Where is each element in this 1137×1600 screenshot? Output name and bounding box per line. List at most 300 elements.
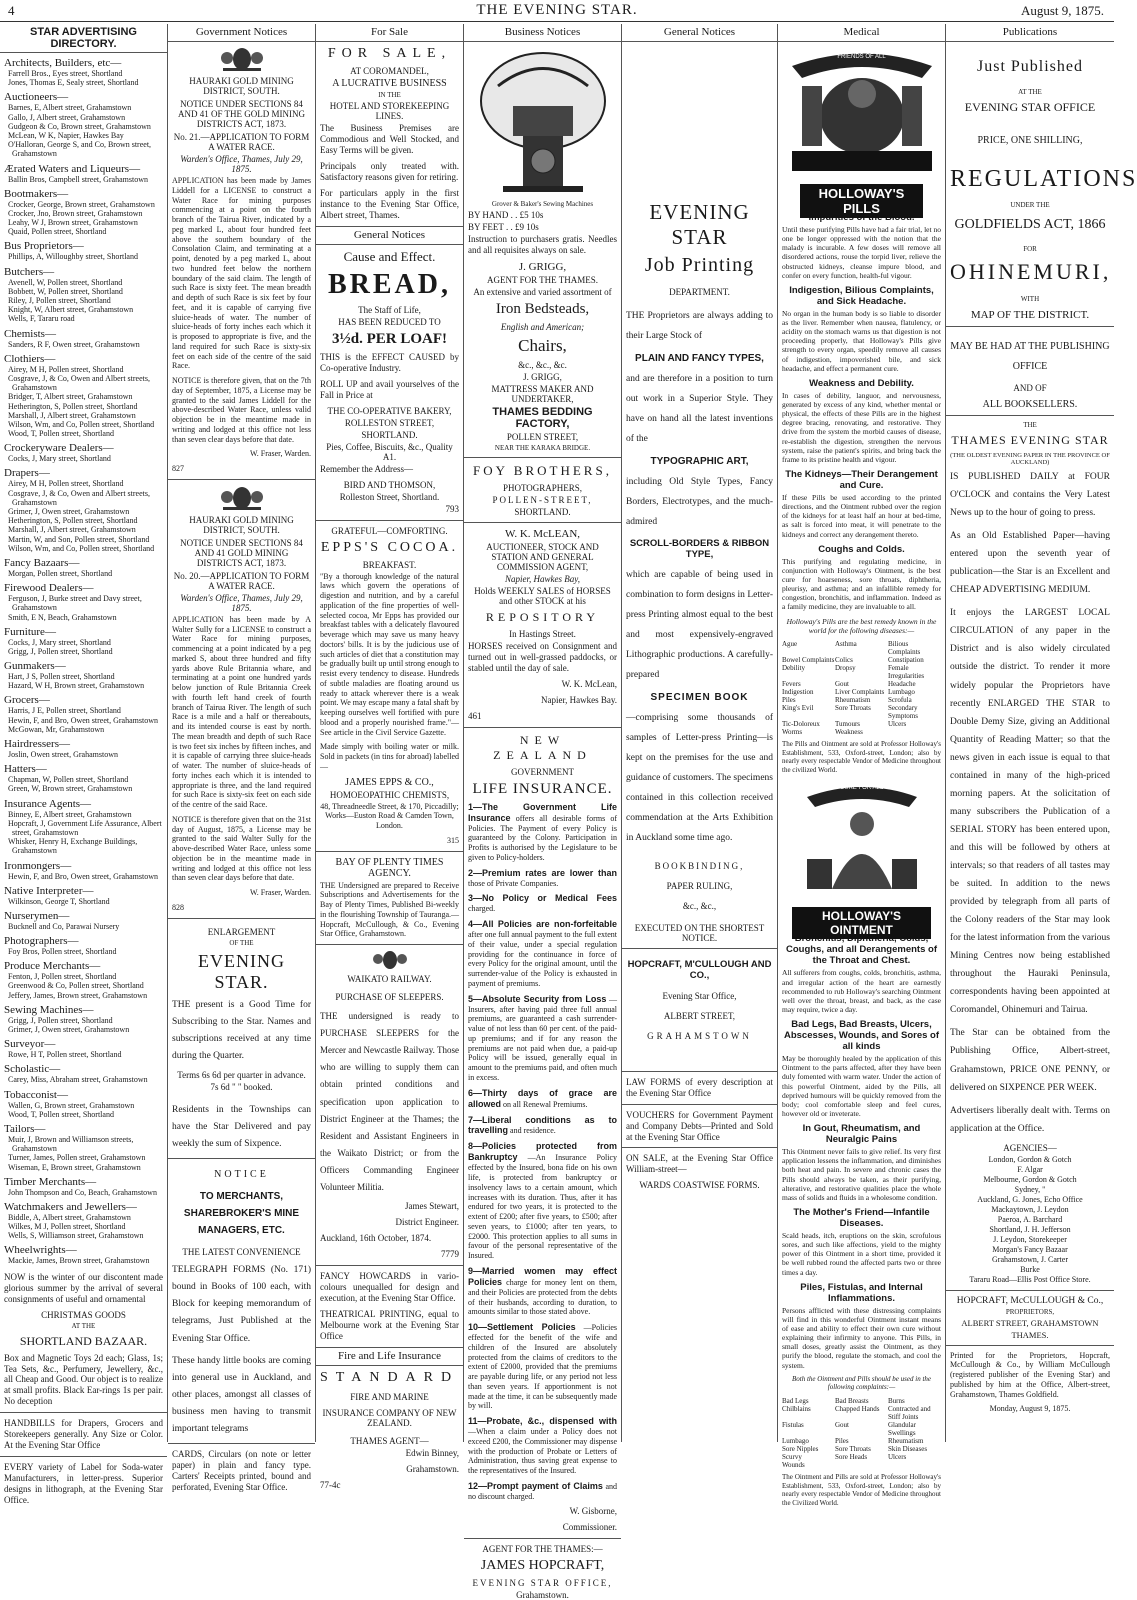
oldest-paper: (THE OLDEST EVENING PAPER IN THE PROVINCE OF AUCKLAND) bbox=[950, 452, 1110, 466]
breakfast: BREAKFAST. bbox=[362, 559, 417, 570]
notice1-ref: 827 bbox=[172, 464, 184, 473]
disease-item: Ulcers bbox=[888, 720, 907, 729]
directory-entry: Morgan, Pollen street, Shortland bbox=[8, 568, 113, 578]
notice1-title: HAURAKI GOLD MINING DISTRICT, SOUTH. bbox=[189, 76, 294, 96]
directory-category: Sewing Machines— bbox=[4, 1003, 94, 1016]
bad-legs-body: May be thoroughly healed by the application of this Ointment to the parts affected, after they have been duly fomented with warm water. Under the action of this powerful Ointment, aided by the Pills, all deprived humours will be quickly removed from the body; cool comfortable sleep and feel cures, however old or inveterate. bbox=[782, 1054, 941, 1119]
directory-category: Gunmakers— bbox=[4, 660, 66, 673]
disease-item: Gout bbox=[835, 680, 849, 689]
government-notices-column bbox=[168, 24, 316, 1492]
job-body3: including Old Style Types, Fancy Borders, Electrotypes, and the much-admired bbox=[626, 476, 773, 527]
insurance-point bbox=[468, 1266, 617, 1317]
pollen-street: POLLEN STREET, bbox=[506, 431, 579, 442]
new-zealand: NEW ZEALAND bbox=[493, 732, 592, 762]
newspaper-title: THE EVENING STAR. bbox=[476, 2, 638, 18]
directory-entry: Martin, W, and Son, Pollen street, Shortland bbox=[8, 534, 150, 544]
lucrative-business: A LUCRATIVE BUSINESS bbox=[332, 78, 447, 89]
divider bbox=[464, 1538, 621, 1539]
directory-entry: O'Halloran, George S, and Co, Brown street, Grahamstown bbox=[8, 140, 152, 159]
agency-item: Burke bbox=[1020, 1264, 1040, 1274]
rolleston-street: ROLLESTON STREET, bbox=[344, 417, 435, 428]
column-heading: Publications bbox=[946, 24, 1114, 42]
directory-entry: Bobbett, W, Pollen street, Shortland bbox=[8, 286, 123, 296]
hotel-lines: HOTEL AND STOREKEEPING LINES. bbox=[329, 101, 450, 121]
complaint-item: Ulcers bbox=[888, 1453, 907, 1462]
standard: STANDARD bbox=[320, 1369, 460, 1385]
foy-street: POLLEN-STREET, bbox=[492, 494, 593, 505]
directory-entry: Barnes, E, Albert street, Grahamstown bbox=[8, 103, 132, 113]
at-the: AT THE bbox=[1018, 88, 1042, 96]
directory-entry: Smith, E N, Beach, Grahamstown bbox=[8, 612, 117, 622]
thames-agent: THAMES AGENT— bbox=[350, 1435, 429, 1446]
es-office: EVENING STAR OFFICE bbox=[964, 100, 1096, 114]
terms-line2: 7s 6d " " booked. bbox=[210, 1081, 273, 1092]
directory-category: Photographers— bbox=[4, 935, 79, 948]
bookbinding: BOOKBINDING, bbox=[654, 860, 745, 871]
star-body1: IS PUBLISHED DAILY at FOUR O'CLOCK and contains the Very Latest News up to the hour of going to press. bbox=[950, 472, 1110, 519]
complaint-item: Contracted and Stiff Joints bbox=[888, 1404, 931, 1421]
divider bbox=[316, 520, 463, 521]
binney-town: Grahamstown. bbox=[406, 1463, 459, 1474]
complaint-item: Glandular Swellings bbox=[888, 1420, 916, 1437]
column-heading: General Notices bbox=[622, 24, 777, 42]
epps-body: "By a thorough knowledge of the natural laws which govern the operations of digestion and nutrition, and by a careful application of the fine properties of well-selected cocoa, Mr Epps has provided our breakfast tables with a delicately flavoured beverage which may save us many heavy doctors' bills. It is by the judicious use of such articles of diet that a constitution may be gradually built up until strong enough to resist every tendency to disease. Hundreds of subtle maladies are floating around us ready to attack wherever there is a weak point. We may escape many a fatal shaft by keeping ourselves well fortified with pure blood and a properly nourished frame."—See article in the Civil Service Gazette. bbox=[320, 571, 459, 737]
notice2-sign: W. Fraser, Warden. bbox=[249, 888, 311, 897]
for: FOR bbox=[1023, 245, 1037, 253]
star-body2: As an Old Established Paper—having entered upon the seventh year of publication—the Star is an Excellent and CHEAP ADVERTISING MEDIUM. bbox=[950, 531, 1110, 596]
binney: Edwin Binney, bbox=[405, 1447, 459, 1458]
notice1-body: APPLICATION has been made by James Liddell for a LICENSE to construct a Water Race for mining purposes commencing at a point on the fourth branch of the Tairua River, indicated by a peg marked L, about four hundred feet above the southern boundary of the Consolation Claim, and terminating at a point, denoted by a peg marked L, about two hundred feet below the northern boundary of the said claim. The length of such Race is sixty feet. The mean breadth and depth of such Race is six feet by four feet, and it is capable of carrying five sluice-heads of water. The number of sluice-heads of forty inches each which it is proposed to appropriate is five, and the land required for such Race is sixty-six feet on each side of the centre of the said Race. bbox=[172, 176, 311, 371]
bread: BREAD, bbox=[327, 268, 451, 300]
insurance-point-head: 3—No Policy or Medical Fees bbox=[468, 893, 617, 904]
for-sale-body3: For particulars apply in the first instance to the Evening Star Office, Albert street, Thames. bbox=[320, 187, 459, 220]
notice1-sub: NOTICE UNDER SECTIONS 84 AND 41 OF THE GOLD MINING DISTRICTS ACT, 1873. bbox=[177, 99, 306, 129]
directory-entry: Jones, Thomas E, Sealy street, Shortland bbox=[8, 78, 139, 88]
job-body1: THE Proprietors are always adding to their Large Stock of bbox=[626, 311, 773, 341]
dateline: Monday, August 9, 1875. bbox=[989, 1404, 1071, 1414]
agency-item: Melbourne, Gordon & Gotch bbox=[983, 1174, 1077, 1184]
directory-category: Grocers— bbox=[4, 694, 50, 707]
directory-category: Architects, Builders, etc— bbox=[4, 57, 122, 69]
directory-entry: Wood, T, Pollen street, Shortland bbox=[8, 429, 114, 439]
for-sale-body2: Principals only treated with. Satisfactory reasons given for retiring. bbox=[320, 160, 459, 182]
bird-address: Rolleston Street, Shortland. bbox=[339, 491, 440, 502]
bay-of-plenty: BAY OF PLENTY TIMES AGENCY. bbox=[335, 856, 444, 879]
by-hand: BY HAND . . £5 10s bbox=[468, 210, 544, 220]
divider bbox=[168, 479, 315, 480]
gisborne: W. Gisborne, bbox=[569, 1506, 617, 1517]
for-sale-title: FOR SALE, bbox=[327, 46, 452, 61]
directory-entry: Wood, T, Pollen street, Shortland bbox=[8, 1109, 114, 1119]
insurance-point-body: —Policies effected for the benefit of the wife and children of the Insured are absolutely protected from the claims of creditors to the extent of £2000, provided that the premiums are payable during life, or any period not less than seven years. If apportionment is not made at the time, it can be subsequently made by will. bbox=[468, 1323, 618, 1411]
repository: REPOSITORY bbox=[485, 609, 600, 624]
sewing-machine-illustration bbox=[468, 46, 617, 196]
roll-up: ROLL UP and avail yourselves of the Fall in Price at bbox=[320, 378, 459, 400]
notice2-body2: NOTICE is therefore given that on the 31st day of August, 1875, a License may be granted to the said Walter Sully for the above-described Water Race, unless some objection be in the meantime made in writing and lodged at this office not less than seven clear days before that date. bbox=[172, 814, 311, 883]
goldfields-act: GOLDFIELDS ACT, 1866 bbox=[954, 217, 1106, 232]
complaint-item: Scurvy bbox=[782, 1453, 802, 1462]
directory-entry: Wilkinson, George T, Shortland bbox=[8, 896, 110, 906]
directory-entry: Sanders, R F, Owen street, Grahamstown bbox=[8, 339, 140, 349]
executed: EXECUTED ON THE SHORTEST NOTICE. bbox=[634, 922, 765, 943]
agency-item: Mackaytown, J. Leydon bbox=[991, 1204, 1069, 1214]
fire-life-heading: Fire and Life Insurance bbox=[316, 1347, 463, 1366]
directory-entry: Greenwood & Co, Pollen street, Shortland bbox=[8, 981, 144, 991]
job-body2: and are therefore in a position to turn out work in a Superior Style. They have on hand all the latest inventions of the bbox=[626, 373, 773, 444]
insurance-point-head: 6—Thirty days of grace are allowed bbox=[468, 1087, 617, 1109]
directory-entry: McLean, W K, Napier, Hawkes Bay bbox=[8, 130, 124, 140]
department: DEPARTMENT. bbox=[669, 287, 730, 297]
insurance-point bbox=[468, 1088, 617, 1110]
notice2-title: HAURAKI GOLD MINING DISTRICT, SOUTH. bbox=[189, 514, 294, 535]
notice1-no: No. 21.—APPLICATION TO FORM A WATER RACE. bbox=[173, 132, 310, 152]
directory-category: Produce Merchants— bbox=[4, 960, 101, 973]
english-american: English and American; bbox=[500, 321, 585, 332]
directory-entry: Wilson, Wm, and Co, Pollen street, Shortland bbox=[8, 419, 155, 429]
insurance-point bbox=[468, 1481, 617, 1502]
insurance-point bbox=[468, 1115, 617, 1137]
directory-entry: Wells, S, Williamson street, Grahamstown bbox=[8, 1231, 144, 1241]
bazaar-body: Box and Magnetic Toys 2d each; Glass, 1s; Tea Sets, &c., Perfumery, Jewellery, &c., all Cheap and Good. Our object is to realize at small profits. Black Ear-rings 1s per pair. No deception bbox=[4, 1352, 163, 1407]
holloways-ointment-illustration bbox=[782, 779, 941, 938]
column-heading: Government Notices bbox=[168, 24, 315, 42]
es-job-title: EVENING STAR bbox=[649, 200, 750, 249]
agencies: AGENCIES— bbox=[1003, 1142, 1057, 1153]
agency-list bbox=[950, 1155, 1110, 1285]
divider bbox=[316, 1265, 463, 1266]
under-the: UNDER THE bbox=[1010, 201, 1050, 209]
insurance-point-head: 8—Policies protected from Bankruptcy bbox=[468, 1141, 617, 1163]
directory-heading: STAR ADVERTISING DIRECTORY. bbox=[0, 24, 167, 53]
specimen-book: SPECIMEN BOOK bbox=[650, 692, 749, 704]
just-published: Just Published bbox=[976, 58, 1083, 75]
insurance-point-body: after one full annual payment to the full extent of their value, under a special regulation providing for the continuance in force of every Policy for the original amount, until the surrender-value of the Policy is exhausted in payment of premiums. bbox=[468, 930, 617, 988]
best-remedy: Holloway's Pills are the best remedy known in the world for the following diseases:— bbox=[786, 616, 937, 635]
directory-entry: Grimer, J, Owen street, Grahamstown bbox=[8, 1025, 130, 1034]
directory-category: Tailors— bbox=[4, 1122, 46, 1135]
waikato-railway: WAIKATO RAILWAY. bbox=[347, 974, 432, 985]
disease-item: Fevers bbox=[782, 680, 801, 689]
gout-body: This Ointment never fails to give relief. Its very first application lessens the inflammation, and diminishes both heat and pain. In severe and chronic cases the Pills should always be taken, as their purifying, alterative, and restorative qualities place the whole mass of solids and fluids in a wholesome condition. bbox=[782, 1147, 941, 1202]
thames: THAMES. bbox=[1011, 1329, 1049, 1340]
complaint-item: Rheumatism bbox=[888, 1436, 924, 1445]
directory-entry: Wilson, Wm, and Co, Pollen street, Shortland bbox=[8, 543, 155, 553]
notice2-no: No. 20.—APPLICATION TO FORM A WATER RACE. bbox=[173, 570, 310, 591]
directory-category: Butchers— bbox=[4, 265, 55, 278]
for-sale-column bbox=[316, 24, 464, 1490]
disease-item: Secondary Symptoms bbox=[888, 704, 918, 721]
insurance-point-body: —Insurers, after having paid three full annual premiums, are guaranteed a cash surrender-value of not less than 60 per cent. of the paid-up premiums; and if for any reason the premiums are not paid when due, a paid-up Policy will be issued, generally equal in amount to the premiums paid, and often much in excess. bbox=[468, 994, 618, 1082]
directory-category: Ærated Waters and Liqueurs— bbox=[4, 162, 141, 175]
directory-entry: Chapman, W, Pollen street, Shortland bbox=[8, 775, 129, 785]
subscribe-body: THE present is a Good Time for Subscribing to the Star. Names and subscriptions received at any time during the Quarter. bbox=[172, 999, 311, 1061]
epps-address: 48, Threadneedle Street, & 170, Piccadilly; Works—Euston Road & Camden Town, London. bbox=[320, 801, 459, 831]
bazaar-notice: NOW is the winter of our discontent made glorious summer by the arrival of several consignments of useful and ornamental bbox=[4, 1271, 163, 1304]
complaint-item: Burns bbox=[888, 1396, 905, 1405]
bronchitis: Coughs, and all Derangements of the Throat and Chest. bbox=[786, 944, 937, 967]
mclean: W. K. McLEAN, bbox=[504, 527, 581, 540]
insurance-point-body: offers all desirable forms of Policies. The Payment of every Policy is guaranteed by the Colony. Participation in Profits is authorised by the Legislature to be given to Policy-holders. bbox=[468, 813, 617, 862]
gout: In Gout, Rheumatism, and Neuralgic Pains bbox=[802, 1123, 921, 1146]
directory-category: Crockeryware Dealers— bbox=[4, 442, 114, 455]
remember: Remember the Address— bbox=[320, 463, 413, 474]
directory-list bbox=[4, 57, 163, 1266]
disease-item: Constipation bbox=[888, 655, 924, 664]
directory-entry: Quaid, Pollen street, Shortland bbox=[8, 227, 107, 237]
insurance-point-head: 11—Probate, &c., dispensed with bbox=[468, 1416, 617, 1427]
ointment-banner: HOLLOWAY'S OINTMENT bbox=[792, 907, 931, 939]
disease-item: Rheumatism bbox=[835, 696, 871, 705]
directory-entry: Hazard, W H, Brown street, Grahamstown bbox=[8, 681, 145, 691]
directory-entry: McGowan, Mr, Grahamstown bbox=[8, 724, 105, 734]
james-hopcraft: JAMES HOPCRAFT, bbox=[480, 1558, 605, 1574]
grahamstown: Grahamstown. bbox=[516, 1590, 569, 1600]
divider bbox=[946, 415, 1114, 416]
directory-entry: Marshall, J, Albert street, Grahamstown bbox=[8, 410, 136, 420]
auctioneer: AUCTIONEER, STOCK AND STATION AND GENERAL COMMISSION AGENT, bbox=[486, 541, 599, 572]
insurance-point-body: —An Insurance Policy effected by the Insured, bona fide on his own life, is protected from bankruptcy or insolvency laws to a certain amount, which increases with its duration. Thus, after it has endured for two years, it is protected to the extent of £200; after five years, to £500; after seven years, to £1000; after ten years, to £2000. This protection applies to all sums in favour of the personal representative of the Insured. bbox=[468, 1153, 617, 1261]
disease-item: King's Evil bbox=[782, 704, 814, 713]
hopcraft-mccullough: HOPCRAFT, M'CULLOUGH AND CO., bbox=[627, 958, 772, 981]
government: GOVERNMENT bbox=[511, 766, 574, 777]
directory-entry: Cocks, J, Mary street, Shortland bbox=[8, 637, 111, 647]
directory-entry: Leahy, W J, Brown street, Grahamstown bbox=[8, 218, 138, 228]
complaint-list bbox=[782, 1397, 941, 1469]
directory-entry: Binney, E, Albert street, Grahamstown bbox=[8, 809, 132, 819]
directory-entry: Wallen, G, Brown street, Grahamstown bbox=[8, 1100, 135, 1110]
vouchers: VOUCHERS for Government Payment and Company Debts—Printed and Sold at the Evening Star Office bbox=[626, 1109, 773, 1142]
directory-entry: Avenell, W, Pollen street, Shortland bbox=[8, 277, 123, 287]
divider bbox=[622, 1071, 777, 1072]
staff-of-life: The Staff of Life, bbox=[358, 304, 421, 315]
directory-category: Hairdressers— bbox=[4, 738, 70, 750]
directory-entry: Hewin, F, and Bro, Owen street, Grahamstown bbox=[8, 871, 158, 881]
directory-category: Auctioneers— bbox=[4, 91, 69, 104]
directory-entry: Green, W, Brown street, Grahamstown bbox=[8, 784, 133, 794]
agency-item: Shortland, J. H. Jefferson bbox=[989, 1224, 1071, 1234]
medical-column bbox=[778, 24, 946, 1507]
plain-fancy-types: PLAIN AND FANCY TYPES, bbox=[635, 352, 764, 364]
publications-column bbox=[946, 24, 1137, 1442]
directory-entry: Ballin Bros, Campbell street, Grahamstown bbox=[8, 174, 148, 184]
foy-brothers: FOY BROTHERS, bbox=[473, 462, 612, 478]
disease-item: Tic-Doloreux bbox=[782, 720, 820, 729]
directory-category: Ironmongers— bbox=[4, 859, 72, 872]
foy-town: SHORTLAND. bbox=[514, 506, 571, 517]
with: WITH bbox=[1020, 295, 1040, 303]
general-notices-column bbox=[622, 24, 778, 1442]
bird-thomson: BIRD AND THOMSON, bbox=[343, 479, 436, 490]
divider bbox=[622, 1104, 777, 1105]
disease-item: Colics bbox=[835, 655, 853, 664]
bad-legs: Bad Legs, Bad Breasts, Ulcers, Abscesses, Wounds, and Sores of all kinds bbox=[783, 1019, 940, 1053]
directory-entry: Crocker, George, Brown street, Grahamstown bbox=[8, 199, 155, 209]
handbills-ad: HANDBILLS for Drapers, Grocers and Storekeepers generally. Any Size or Color. At the Evening Star Office bbox=[4, 1418, 163, 1451]
divider bbox=[464, 727, 621, 728]
instruction: Instruction to purchasers gratis. Needles and all requisites always on sale. bbox=[468, 234, 617, 255]
the: THE bbox=[1023, 421, 1037, 429]
complaint-item: Chapped Hands bbox=[835, 1404, 880, 1413]
disease-item: Asthma bbox=[835, 639, 857, 648]
insurance-company: INSURANCE COMPANY OF NEW ZEALAND. bbox=[322, 1407, 457, 1428]
directory-category: Scholastic— bbox=[4, 1063, 61, 1076]
residents-body: Residents in the Townships can have the Star Delivered and pay weekly the sum of Sixpence. bbox=[172, 1104, 311, 1150]
masthead bbox=[0, 0, 1114, 22]
auckland-date: Auckland, 16th October, 1874. bbox=[320, 1233, 432, 1244]
directory-category: Nurserymen— bbox=[4, 909, 70, 922]
weakness: Weakness and Debility. bbox=[809, 377, 914, 389]
directory-entry: Biddle, A, Albert street, Grahamstown bbox=[8, 1212, 131, 1222]
directory-category: Timber Merchants— bbox=[4, 1175, 97, 1188]
directory-entry: Wells, F, Tararu road bbox=[8, 314, 75, 324]
district-engineer: District Engineer. bbox=[395, 1217, 459, 1228]
spacer bbox=[626, 46, 773, 196]
directory-entry: Joslin, Owen street, Grahamstown bbox=[8, 750, 118, 759]
binney-ref: 77-4c bbox=[320, 1479, 341, 1490]
mothers-body: Scald heads, itch, eruptions on the skin, scrofulous sores, and such like affections, yield to the mighty power of this Ointment in a short time, provided it be well rubbed round the affected parts two or three times a day. bbox=[782, 1231, 941, 1277]
disease-item: Bowel Complaints bbox=[782, 655, 835, 664]
fancy-showcards: FANCY HOWCARDS in vario-colours unequalled for design and execution, at the Evening Star Office. bbox=[320, 1270, 459, 1303]
divider bbox=[946, 326, 1114, 327]
extensive: An extensive and varied assortment of bbox=[473, 286, 612, 297]
agency-item: Auckland, G. Jones, Echo Office bbox=[977, 1194, 1083, 1204]
on-sale: ON SALE, at the Evening Star Office William-street— bbox=[626, 1153, 773, 1175]
star-body5: Advertisers liberally dealt with. Terms on application at the Office. bbox=[950, 1105, 1110, 1134]
divider bbox=[946, 1290, 1114, 1291]
piles: Piles, Fistulas, and Internal Inflammations. bbox=[800, 1281, 923, 1304]
labels-ad: EVERY variety of Label for Soda-water Manufacturers, in letter-press. Superior designs in lithograph, at the Evening Star Office. bbox=[4, 1462, 163, 1506]
page-number: 4 bbox=[8, 3, 15, 18]
weekly-sales: Holds WEEKLY SALES of HORSES and other STOCK at his bbox=[474, 585, 611, 606]
disease-item: Weakness bbox=[835, 728, 863, 737]
in-the: IN THE bbox=[378, 91, 401, 99]
directory-entry: Wiseman, E, Brown street, Grahamstown bbox=[8, 1162, 141, 1172]
proprietors: PROPRIETORS, bbox=[1005, 1307, 1055, 1316]
insurance-point bbox=[468, 1416, 617, 1476]
directory-entry: John Thompson and Co, Beach, Grahamstown bbox=[8, 1187, 157, 1197]
ointment-ribbon: CURE FOR ALL bbox=[839, 785, 884, 792]
directory-entry: Whisker, Henry H, Exchange Buildings, Grahamstown bbox=[8, 837, 138, 856]
coat-of-arms-icon bbox=[320, 950, 459, 970]
insurance-point bbox=[468, 868, 617, 889]
handy-books: These handy little books are coming into general use in Auckland, and other places, amongst all classes of business men having to transmit important telegrams bbox=[172, 1355, 311, 1434]
sleepers: PURCHASE OF SLEEPERS. bbox=[335, 992, 444, 1003]
directory-entry: Riley, J, Pollen street, Shortland bbox=[8, 296, 111, 305]
pills-ribbon: FRIENDS OF ALL bbox=[837, 54, 886, 60]
star-body3: It enjoys the LARGEST LOCAL CIRCULATION of any paper in the District and is also widely circulated outside the district. To render it more widely popular the Proprietors have recently ENLARGED THE STAR to Double Demy Size, giving an Additional Quantity of Reading Matter; so that the news given in each issue is equal to that contained in many of the high-priced morning papers. At the solicitation of many subscribers the Publication of a SERIAL STORY has been entered upon, and this will be followed by others at intervals; so that readers of all tastes may be suited. In addition to the news provided by telegraph from all parts of the Colony readers of the Star may look for the latest information from the various Mining Centres now being established throughout the Hauraki Peninsula, correspondents having been appointed at Coromandel, Ohinemuri and Tairua. bbox=[950, 608, 1110, 1016]
insurance-point bbox=[468, 919, 617, 988]
hastings: In Hastings Street. bbox=[509, 628, 576, 639]
insurance-point bbox=[468, 802, 617, 863]
general-notices-heading: General Notices bbox=[316, 226, 463, 245]
evening-star-title: EVENING STAR. bbox=[198, 950, 285, 992]
disease-item: Headache bbox=[888, 680, 916, 689]
directory-entry: Hetherington, S, Pollen street, Shortland bbox=[8, 516, 138, 526]
law-forms: LAW FORMS of every description at the Evening Star Office bbox=[626, 1076, 773, 1098]
directory-entry: Mackie, James, Brown street, Grahamstown bbox=[8, 1256, 150, 1266]
directory-entry: Airey, M H, Pollen street, Shortland bbox=[8, 479, 124, 489]
piles-body: Persons afflicted with these distressing complaints will find in this wonderful Ointment instant means of ease and ability to effect their own cure without explaining their infirmity to anyone. This Pills, in small doses, greatly assist the Ointment, as they purify the blood, regulate the stomach, and cool the system. bbox=[782, 1305, 941, 1370]
homoeopathic: HOMOEOPATHIC CHEMISTS, bbox=[329, 789, 450, 800]
disease-item: Piles bbox=[782, 696, 796, 705]
directory-entry: Farrell Bros., Eyes street, Shortland bbox=[8, 69, 123, 78]
directory-entry: Gudgeon & Co, Brown street, Grahamstown bbox=[8, 121, 151, 131]
insurance-point-head: 1—The Government Life Insurance bbox=[468, 801, 617, 823]
job-printing: Job Printing bbox=[644, 254, 755, 276]
hopcraft: HOPCRAFT, McCULLOUGH & Co., bbox=[956, 1295, 1104, 1306]
reduced: HAS BEEN REDUCED TO bbox=[338, 316, 441, 327]
agent-for-thames: AGENT FOR THE THAMES:— bbox=[482, 1544, 603, 1555]
divider bbox=[168, 1158, 315, 1159]
ointment-sold: The Ointment and Pills are sold at Professor Holloway's Establishment, 533, Oxford-street, London; also by nearly every respectable Vendor of Medicine throughout the Civilized World. bbox=[782, 1473, 941, 1507]
insurance-point-body: those of Private Companies. bbox=[468, 878, 559, 888]
disease-item: Debility bbox=[782, 663, 805, 672]
directory-entry: Hart, J S, Pollen street, Shortland bbox=[8, 672, 115, 682]
directory-category: Chemists— bbox=[4, 327, 56, 340]
disease-item: Dropsy bbox=[835, 663, 856, 672]
divider bbox=[316, 944, 463, 945]
directory-category: Hatters— bbox=[4, 763, 47, 776]
agency-item: Grahamstown, J. Carter bbox=[992, 1254, 1068, 1264]
enlargement: ENLARGEMENT bbox=[207, 926, 276, 937]
epps-made: Made simply with boiling water or milk. Sold in packets (in tins for abroad) labelled— bbox=[320, 742, 459, 771]
cause-effect: Cause and Effect. bbox=[343, 248, 436, 264]
disease-item: Sore Throats bbox=[835, 704, 871, 713]
directory-category: Insurance Agents— bbox=[4, 797, 92, 810]
page-columns bbox=[0, 24, 1137, 1600]
etc: &c., &c., bbox=[682, 900, 717, 911]
regulations: REGULATIONS bbox=[950, 166, 1137, 192]
theatrical: THEATRICAL PRINTING, equal to Melbourne work at the Evening Star Office bbox=[320, 1308, 459, 1341]
and-of: AND OF bbox=[1013, 383, 1047, 393]
etc: &c., &c., &c. bbox=[518, 359, 567, 370]
mclean-sign: W. K. McLean, bbox=[561, 678, 617, 689]
disease-item: Ague bbox=[782, 639, 798, 648]
directory-category: Tobacconist— bbox=[4, 1088, 68, 1101]
grigg: J. GRIGG, bbox=[518, 260, 567, 273]
map-district: MAP OF THE DISTRICT. bbox=[970, 309, 1090, 321]
complaint-item: Piles bbox=[835, 1436, 849, 1445]
disease-item: Scrofula bbox=[888, 696, 912, 705]
notice2-office: Warden's Office, Thames, July 29, 1875. bbox=[180, 592, 303, 613]
mattress-maker: MATTRESS MAKER AND UNDERTAKER, bbox=[491, 383, 594, 404]
directory-entry: Knight, W, Albert street, Grahamstown bbox=[8, 305, 134, 315]
directory-entry: Hewin, F, and Bro, Owen street, Grahamstown bbox=[8, 715, 158, 725]
complaint-item: Fistulas bbox=[782, 1420, 804, 1429]
es-office: EVENING STAR OFFICE, bbox=[472, 1578, 613, 1589]
divider bbox=[168, 1443, 315, 1444]
chairs: Chairs, bbox=[518, 335, 567, 355]
mclean-address: Napier, Hawkes Bay. bbox=[540, 694, 617, 705]
divider bbox=[316, 851, 463, 852]
insurance-point bbox=[468, 893, 617, 914]
business-notices-column bbox=[464, 24, 622, 1600]
photographers: PHOTOGRAPHERS, bbox=[502, 482, 583, 493]
directory-entry: Airey, M H, Pollen street, Shortland bbox=[8, 364, 124, 374]
agency-item: Paeroa, A. Barchard bbox=[997, 1214, 1063, 1224]
coughs-body: This purifying and regulating medicine, in conjunction with Holloway's Ointment, is the best cure for hoarseness, sore throats, diphtheria, pleurisy, and asthma; and an infallible remedy for congestion, bronchitis, and inflammation. Indeed as a family medicine, they are invaluable to all. bbox=[782, 556, 941, 612]
grigg2: J. GRIGG, bbox=[523, 371, 562, 382]
shortland: SHORTLAND. bbox=[361, 429, 418, 440]
divider bbox=[168, 918, 315, 919]
directory-category: Native Interpreter— bbox=[4, 884, 94, 897]
insurance-point-head: 5—Absolute Security from Loss bbox=[468, 993, 607, 1004]
directory-entry: Wilkes, M J, Pollen street, Shortland bbox=[8, 1222, 126, 1232]
disease-item: Indigestion bbox=[782, 688, 814, 697]
directory-category: Furniture— bbox=[4, 625, 56, 638]
indigestion-body: No organ in the human body is so liable to disorder as the liver. Remember when nausea, flatulency, or acidity on the stomach warns us that digestion is not proceeding properly, that Holloway's Pills give strength to every organ, speedily remove all causes of indigestion, impoverished bile, and sick headache, and effect a permanent cure. bbox=[782, 308, 941, 373]
telegraph-forms: TELEGRAPH FORMS (No. 171) bound in Books of 100 each, with Block for keeping memorandum of telegrams, Just Published at the Evening Star Office. bbox=[172, 1265, 311, 1344]
